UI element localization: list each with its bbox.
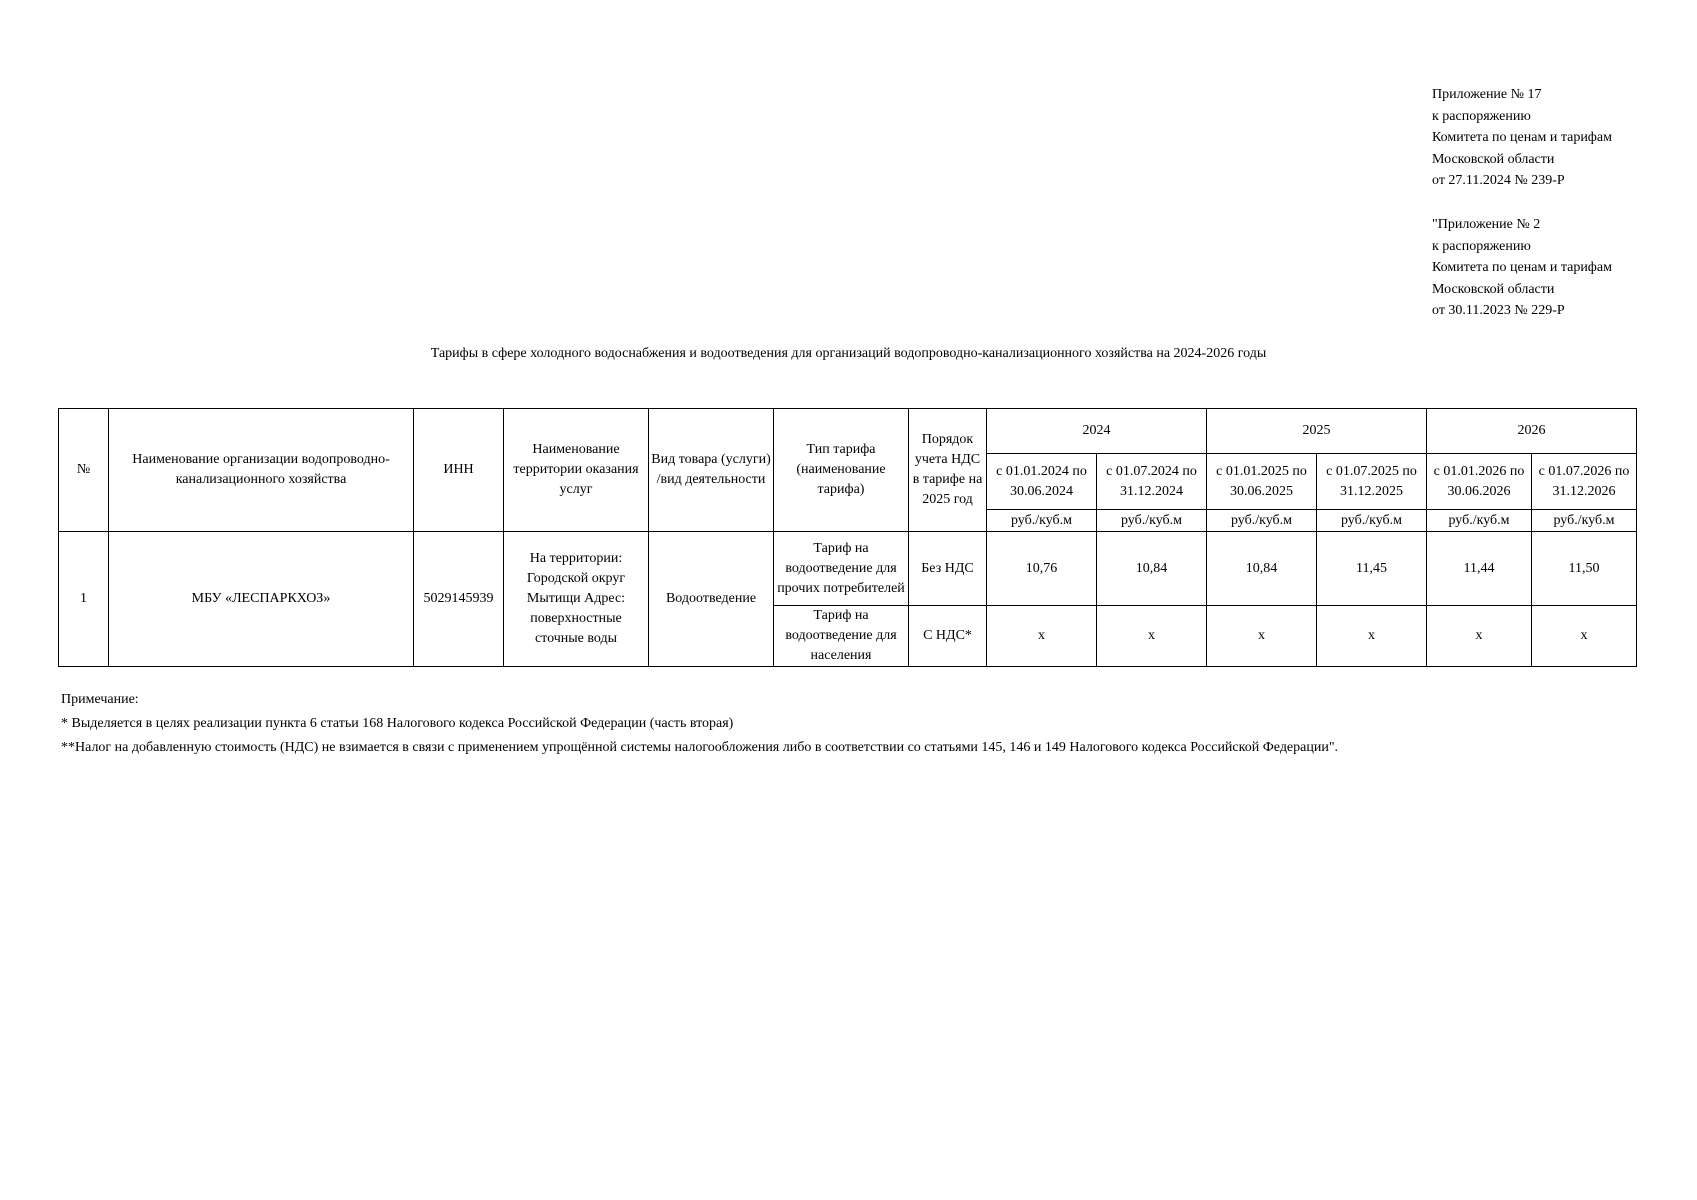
appendix-line: Комитета по ценам и тарифам bbox=[1432, 260, 1612, 275]
header-unit: руб./куб.м bbox=[1207, 510, 1317, 532]
appendix-line: Комитета по ценам и тарифам bbox=[1432, 130, 1612, 145]
cell-vat: С НДС* bbox=[909, 606, 987, 667]
header-org: Наименование организации водопроводно-канализационного хозяйства bbox=[109, 409, 414, 532]
cell-value: 10,84 bbox=[1097, 532, 1207, 606]
header-unit: руб./куб.м bbox=[1317, 510, 1427, 532]
cell-territory: На территории: Городской округ Мытищи Адрес: поверхностные сточные воды bbox=[504, 532, 649, 667]
header-unit: руб./куб.м bbox=[1097, 510, 1207, 532]
cell-num: 1 bbox=[59, 532, 109, 667]
header-period: с 01.01.2026 по 30.06.2026 bbox=[1427, 454, 1532, 510]
cell-value: x bbox=[987, 606, 1097, 667]
appendix-line: Московской области bbox=[1432, 281, 1555, 297]
header-year-2026: 2026 bbox=[1427, 409, 1637, 454]
header-period: с 01.07.2026 по 31.12.2026 bbox=[1532, 454, 1637, 510]
note-item: * Выделяется в целях реализации пункта 6 статьи 168 Налогового кодекса Российской Федерации (часть вторая) bbox=[61, 716, 734, 731]
header-year-2024: 2024 bbox=[987, 409, 1207, 454]
header-year-2025: 2025 bbox=[1207, 409, 1427, 454]
appendix-line: Московской области bbox=[1432, 151, 1555, 167]
appendix-line: "Приложение № 2 bbox=[1432, 217, 1541, 232]
cell-value: x bbox=[1097, 606, 1207, 667]
cell-vat: Без НДС bbox=[909, 532, 987, 606]
cell-value: x bbox=[1317, 606, 1427, 667]
notes-heading: Примечание: bbox=[61, 692, 139, 707]
header-unit: руб./куб.м bbox=[1427, 510, 1532, 532]
header-unit: руб./куб.м bbox=[1532, 510, 1637, 532]
header-row bbox=[59, 409, 1637, 454]
header-period: с 01.01.2024 по 30.06.2024 bbox=[987, 454, 1097, 510]
appendix-line: от 27.11.2024 № 239-Р bbox=[1432, 173, 1565, 188]
cell-tariff-type: Тариф на водоотведение для прочих потребителей bbox=[774, 532, 909, 606]
header-inn: ИНН bbox=[414, 409, 504, 532]
cell-tariff-type: Тариф на водоотведение для населения bbox=[774, 606, 909, 667]
cell-value: 10,76 bbox=[987, 532, 1097, 606]
header-service: Вид товара (услуги) /вид деятельности bbox=[649, 409, 774, 532]
document-title: Тарифы в сфере холодного водоснабжения и водоотведения для организаций водопроводно-канализационного хозяйства на 2024-2026 годы bbox=[430, 346, 1267, 361]
cell-value: 11,44 bbox=[1427, 532, 1532, 606]
appendix-line: Приложение № 17 bbox=[1432, 87, 1542, 102]
header-territory: Наименование территории оказания услуг bbox=[504, 409, 649, 532]
header-num: № bbox=[59, 409, 109, 532]
tariffs-table bbox=[58, 408, 1637, 667]
cell-value: x bbox=[1532, 606, 1637, 667]
cell-org: МБУ «ЛЕСПАРКХОЗ» bbox=[109, 532, 414, 667]
cell-service: Водоотведение bbox=[649, 532, 774, 667]
header-tariff-type: Тип тарифа (наименование тарифа) bbox=[774, 409, 909, 532]
appendix-2-block bbox=[1432, 214, 1612, 322]
header-vat-order: Порядок учета НДС в тарифе на 2025 год bbox=[909, 409, 987, 532]
cell-value: x bbox=[1207, 606, 1317, 667]
appendix-line: от 30.11.2023 № 229-Р bbox=[1432, 303, 1565, 318]
header-period: с 01.01.2025 по 30.06.2025 bbox=[1207, 454, 1317, 510]
cell-value: x bbox=[1427, 606, 1532, 667]
cell-inn: 5029145939 bbox=[414, 532, 504, 667]
table-row bbox=[59, 532, 1637, 606]
note-item: **Налог на добавленную стоимость (НДС) не взимается в связи с применением упрощённой системы налогообложения либо в соответствии со статьями 145, 146 и 149 Налогового кодекса Российской Федерации". bbox=[61, 740, 1339, 755]
cell-value: 10,84 bbox=[1207, 532, 1317, 606]
notes-block bbox=[61, 688, 1338, 760]
cell-value: 11,50 bbox=[1532, 532, 1637, 606]
appendix-line: к распоряжению bbox=[1432, 238, 1531, 254]
cell-value: 11,45 bbox=[1317, 532, 1427, 606]
header-unit: руб./куб.м bbox=[987, 510, 1097, 532]
appendix-line: к распоряжению bbox=[1432, 108, 1531, 124]
header-period: с 01.07.2025 по 31.12.2025 bbox=[1317, 454, 1427, 510]
header-period: с 01.07.2024 по 31.12.2024 bbox=[1097, 454, 1207, 510]
appendix-17-block bbox=[1432, 84, 1612, 192]
